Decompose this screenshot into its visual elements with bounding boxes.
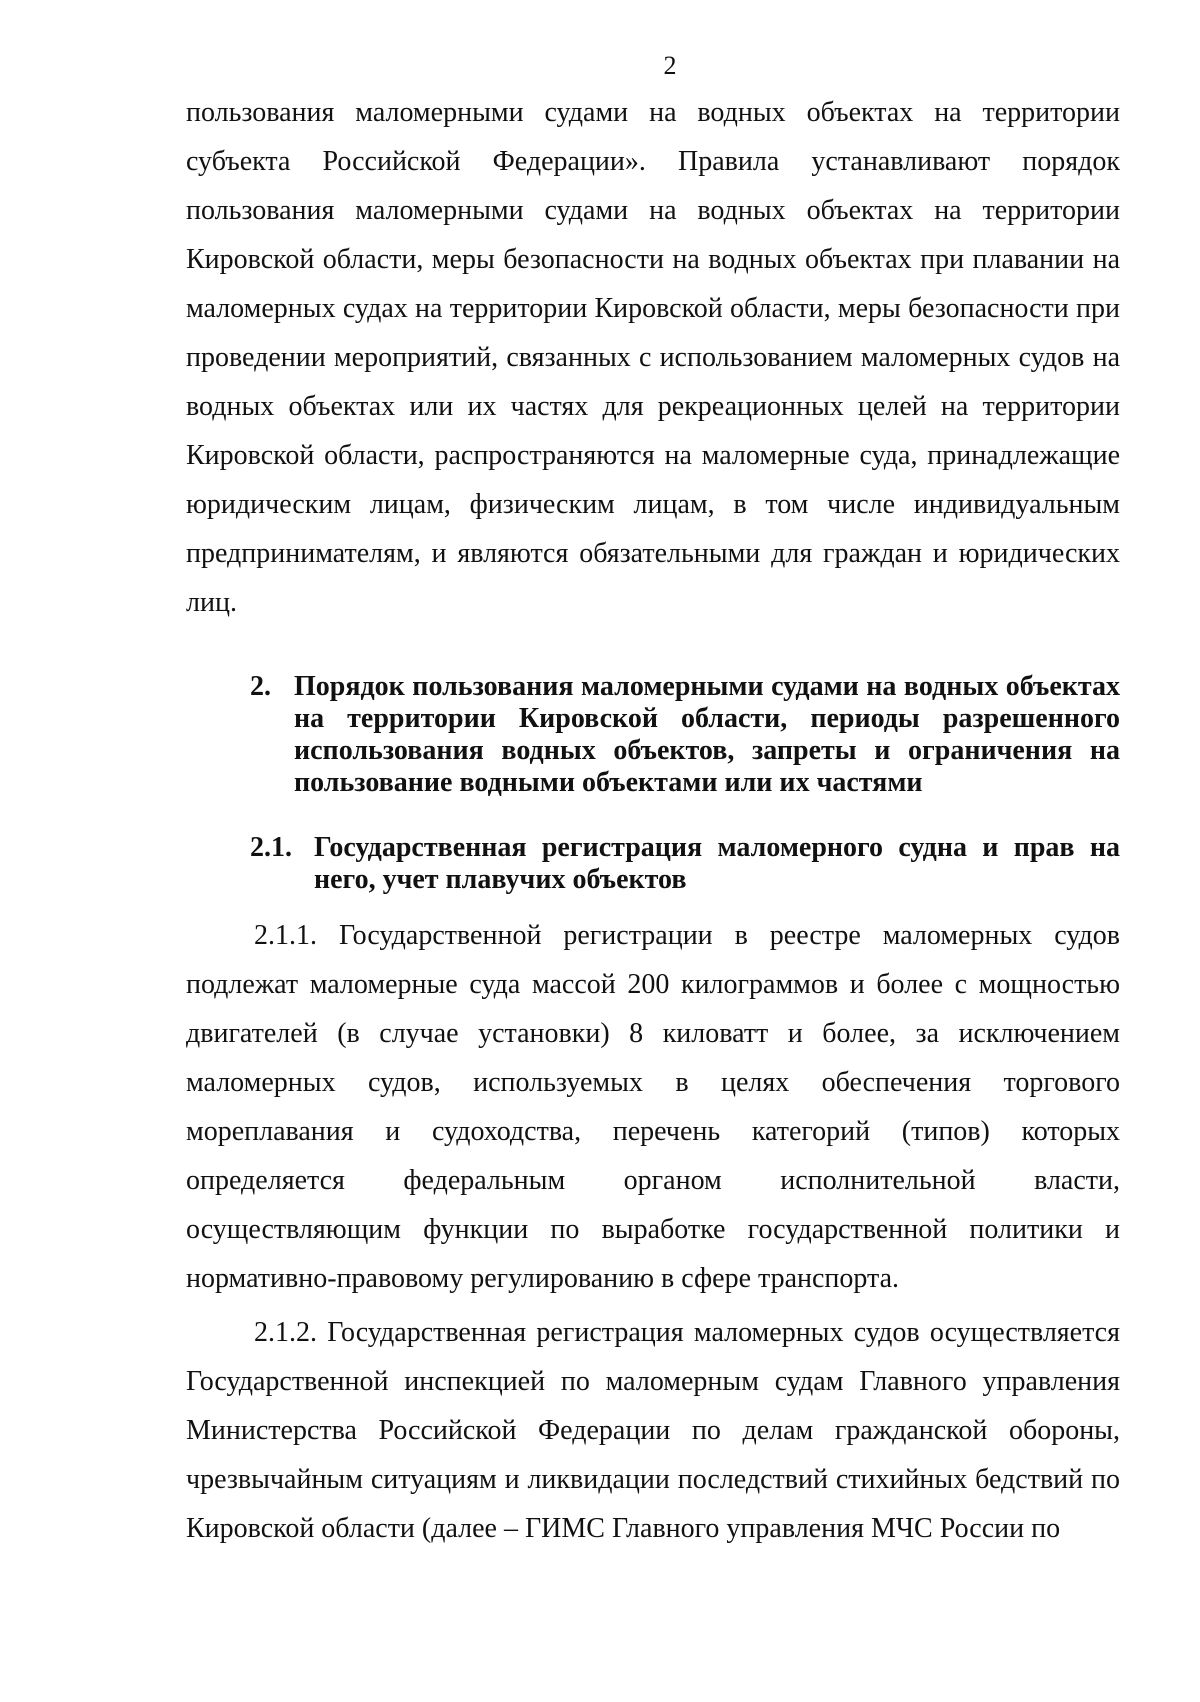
subsection-heading-2-1 [250,832,1120,896]
section-title: Порядок пользования маломерными судами на водных объектах на территории Кировской области, периоды разрешенного использования водных объектов, запреты и ограничения на пользование водными объектами или их частями [294,671,1120,798]
section-number: 2. [250,671,271,702]
paragraph-continuation: пользования маломерными судами на водных объектах на территории субъекта Российской Федерации». Правила устанавливают порядок пользования маломерными судами на водных объектах на территории Кировской области, меры безопасности на водных объектах при плавании на маломерных судах на территории Кировской области, меры безопасности при проведении мероприятий, связанных с использованием маломерных судов на водных объектах или их частях для рекреационных целей на территории Кировской области, распространяются на маломерные суда, принадлежащие юридическим лицам, физическим лицам, в том числе индивидуальным предпринимателям, и являются обязательными для граждан и юридических лиц. [186,97,1120,618]
page-number: 2 [663,51,677,80]
paragraph-2-1-2: 2.1.2. Государственная регистрация маломерных судов осуществляется Государственной инспекцией по маломерным судам Главного управления Министерства Российской Федерации по делам гражданской обороны, чрезвычайным ситуациям и ликвидации последствий стихийных бедствий по Кировской области (далее – ГИМС Главного управления МЧС России по [186,1317,1120,1544]
section-heading-2 [250,671,1120,799]
subsection-title: Государственная регистрация маломерного судна и прав на него, учет плавучих объектов [314,832,1120,895]
paragraph-2-1-1: 2.1.1. Государственной регистрации в реестре маломерных судов подлежат маломерные суда массой 200 килограммов и более с мощностью двигателей (в случае установки) 8 киловатт и более, за исключением маломерных судов, используемых в целях обеспечения торгового мореплавания и судоходства, перечень категорий (типов) которых определяется федеральным органом исполнительной власти, осуществляющим функции по выработке государственной политики и нормативно-правовому регулированию в сфере транспорта. [186,920,1120,1294]
subsection-number: 2.1. [250,832,292,863]
